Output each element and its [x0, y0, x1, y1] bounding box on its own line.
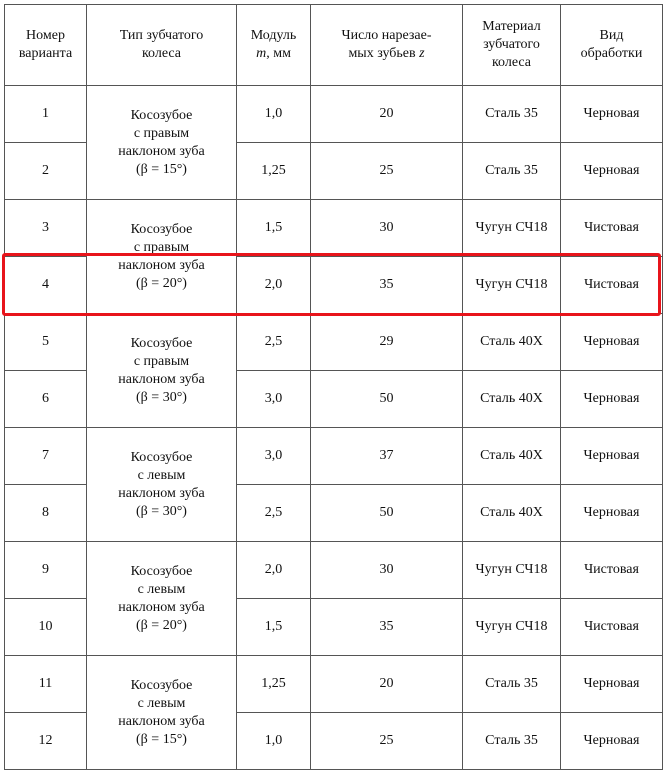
gear-type-line: наклоном зуба [118, 143, 205, 159]
gear-type-line: (β = 15°) [136, 731, 187, 747]
gear-type-line: наклоном зуба [118, 599, 205, 615]
cell-teeth-count: 25 [311, 143, 463, 200]
cell-gear-type [87, 314, 237, 428]
gear-type-line: Косозубое [130, 563, 193, 579]
gear-type-line: Косозубое [130, 677, 193, 693]
cell-teeth-count: 50 [311, 485, 463, 542]
cell-material: Сталь 35 [463, 143, 561, 200]
cell-processing: Черновая [561, 143, 663, 200]
cell-module: 2,0 [237, 542, 311, 599]
header-variant [5, 5, 87, 86]
gear-type-line: (β = 20°) [136, 275, 187, 291]
cell-processing: Чистовая [561, 542, 663, 599]
cell-variant-number: 8 [5, 485, 87, 542]
cell-processing: Чистовая [561, 200, 663, 257]
table-row [5, 314, 663, 371]
cell-processing: Черновая [561, 86, 663, 143]
cell-module: 1,5 [237, 200, 311, 257]
cell-variant-number: 11 [5, 656, 87, 713]
header-teeth-line-2: мых зубьев [348, 46, 420, 61]
cell-material: Чугун СЧ18 [463, 599, 561, 656]
cell-teeth-count: 35 [311, 257, 463, 314]
cell-teeth-count: 37 [311, 428, 463, 485]
cell-processing: Чистовая [561, 257, 663, 314]
table-row [5, 86, 663, 143]
cell-teeth-count: 30 [311, 200, 463, 257]
table-body [5, 86, 663, 770]
cell-module: 1,25 [237, 656, 311, 713]
gear-type-line: (β = 30°) [136, 389, 187, 405]
cell-teeth-count: 20 [311, 656, 463, 713]
header-gear-type-line-1: Тип зубчатого [119, 28, 204, 43]
cell-module: 1,25 [237, 143, 311, 200]
header-gear-type-line-2: колеса [141, 46, 182, 61]
gear-type-line: наклоном зуба [118, 713, 205, 729]
cell-material: Чугун СЧ18 [463, 542, 561, 599]
header-material [463, 5, 561, 86]
cell-material: Чугун СЧ18 [463, 257, 561, 314]
cell-gear-type [87, 656, 237, 770]
cell-variant-number: 9 [5, 542, 87, 599]
table-row [5, 656, 663, 713]
cell-teeth-count: 29 [311, 314, 463, 371]
header-teeth-line-1: Число нарезае- [341, 28, 432, 43]
cell-variant-number: 2 [5, 143, 87, 200]
cell-material: Сталь 40Х [463, 485, 561, 542]
cell-variant-number: 5 [5, 314, 87, 371]
header-variant-line-2: варианта [18, 46, 73, 61]
cell-teeth-count: 25 [311, 713, 463, 770]
cell-variant-number: 4 [5, 257, 87, 314]
gear-type-line: с правым [133, 239, 190, 255]
cell-module: 2,0 [237, 257, 311, 314]
header-module-word: Модуль [250, 28, 297, 43]
cell-module: 1,0 [237, 86, 311, 143]
gear-type-line: Косозубое [130, 221, 193, 237]
cell-teeth-count: 20 [311, 86, 463, 143]
cell-module: 2,5 [237, 314, 311, 371]
gear-type-line: с левым [137, 467, 186, 483]
cell-module: 3,0 [237, 371, 311, 428]
cell-variant-number: 10 [5, 599, 87, 656]
gear-type-line: с правым [133, 353, 190, 369]
cell-module: 1,5 [237, 599, 311, 656]
gear-type-line: наклоном зуба [118, 485, 205, 501]
cell-module: 3,0 [237, 428, 311, 485]
header-processing-line-1: Вид [599, 28, 624, 43]
gear-type-line: наклоном зуба [118, 257, 205, 273]
gear-type-line: наклоном зуба [118, 371, 205, 387]
header-processing-line-2: обработки [580, 46, 643, 61]
cell-material: Сталь 40Х [463, 314, 561, 371]
gear-type-line: с правым [133, 125, 190, 141]
header-processing [561, 5, 663, 86]
cell-processing: Черновая [561, 314, 663, 371]
header-module-symbol: m [256, 46, 267, 61]
table-row [5, 428, 663, 485]
header-module [237, 5, 311, 86]
cell-material: Сталь 40Х [463, 428, 561, 485]
cell-variant-number: 6 [5, 371, 87, 428]
header-teeth-symbol: z [419, 46, 425, 61]
gear-type-line: (β = 15°) [136, 161, 187, 177]
cell-material: Сталь 35 [463, 713, 561, 770]
header-material-line-3: колеса [491, 55, 532, 70]
gear-type-line: с левым [137, 695, 186, 711]
cell-gear-type [87, 200, 237, 314]
cell-material: Сталь 35 [463, 86, 561, 143]
cell-variant-number: 1 [5, 86, 87, 143]
header-gear-type [87, 5, 237, 86]
header-material-line-1: Материал [482, 19, 541, 34]
cell-material: Сталь 35 [463, 656, 561, 713]
gear-variants-table [4, 4, 663, 770]
gear-type-line: Косозубое [130, 449, 193, 465]
cell-teeth-count: 35 [311, 599, 463, 656]
gear-type-line: Косозубое [130, 335, 193, 351]
gear-type-line: Косозубое [130, 107, 193, 123]
cell-material: Сталь 40Х [463, 371, 561, 428]
header-variant-line-1: Номер [26, 28, 65, 43]
table-row [5, 542, 663, 599]
cell-variant-number: 12 [5, 713, 87, 770]
cell-module: 2,5 [237, 485, 311, 542]
cell-processing: Чистовая [561, 599, 663, 656]
gear-type-line: (β = 30°) [136, 503, 187, 519]
cell-variant-number: 7 [5, 428, 87, 485]
cell-teeth-count: 30 [311, 542, 463, 599]
header-module-unit: , мм [266, 46, 291, 61]
header-teeth [311, 5, 463, 86]
cell-gear-type [87, 428, 237, 542]
header-material-line-2: зубчатого [483, 37, 540, 52]
gear-type-line: с левым [137, 581, 186, 597]
cell-processing: Черновая [561, 713, 663, 770]
cell-variant-number: 3 [5, 200, 87, 257]
cell-processing: Черновая [561, 428, 663, 485]
cell-gear-type [87, 542, 237, 656]
table-row [5, 200, 663, 257]
header-row [5, 5, 663, 86]
cell-processing: Черновая [561, 656, 663, 713]
cell-teeth-count: 50 [311, 371, 463, 428]
cell-processing: Черновая [561, 485, 663, 542]
cell-processing: Черновая [561, 371, 663, 428]
cell-material: Чугун СЧ18 [463, 200, 561, 257]
cell-gear-type [87, 86, 237, 200]
gear-type-line: (β = 20°) [136, 617, 187, 633]
cell-module: 1,0 [237, 713, 311, 770]
